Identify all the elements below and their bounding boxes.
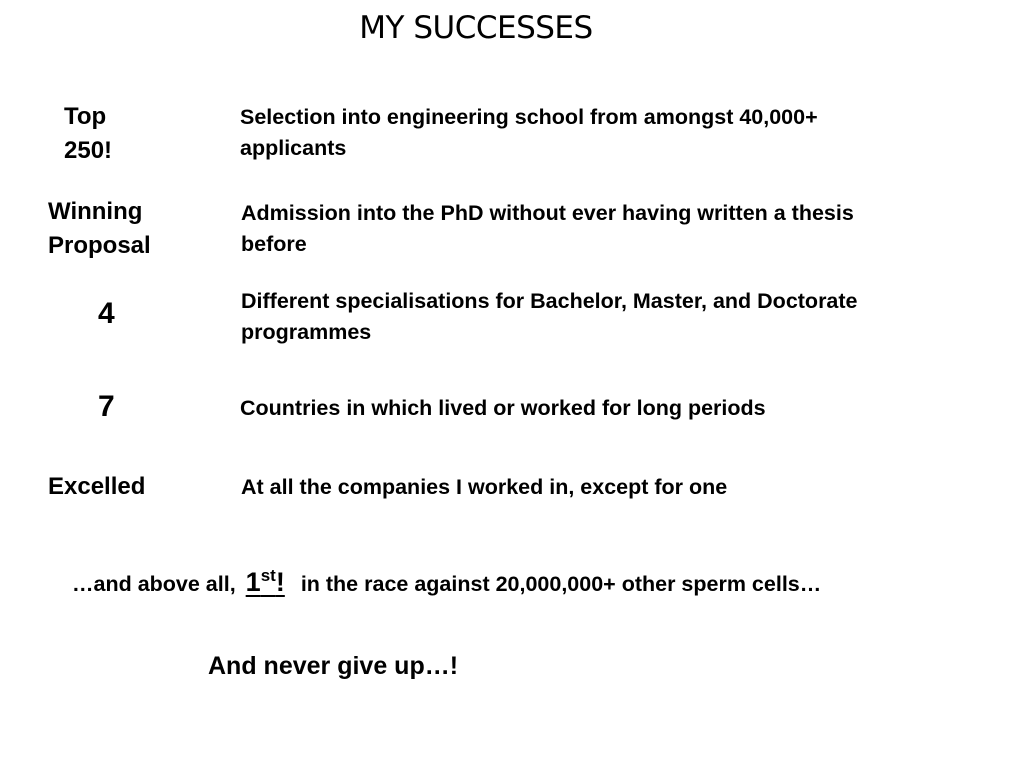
first-place-highlight [246, 566, 285, 598]
item-label-line: Proposal [48, 232, 151, 259]
item-label-winning-proposal [48, 195, 151, 263]
item-label-4: 4 [98, 297, 115, 330]
item-label-line: 250! [64, 137, 113, 164]
item-description: Countries in which lived or worked for long periods [240, 396, 766, 420]
item-label-line: Winning [48, 198, 143, 225]
slide-title: MY SUCCESSES [359, 10, 593, 46]
first-place-ordinal: st [260, 566, 276, 585]
first-place-number: 1 [245, 567, 261, 597]
item-description: At all the companies I worked in, except for one [241, 475, 728, 499]
finale-suffix: in the race against 20,000,000+ other sperm cells… [300, 572, 822, 596]
item-label-7: 7 [98, 390, 115, 423]
item-description: Different specialisations for Bachelor, Master, and Doctorate programmes [241, 289, 858, 344]
item-label-excelled: Excelled [48, 473, 146, 500]
first-place-exclamation: ! [275, 567, 285, 597]
finale-prefix: …and above all, [72, 572, 236, 596]
item-description: Admission into the PhD without ever having written a thesis before [241, 201, 854, 256]
item-description: Selection into engineering school from amongst 40,000+ applicants [240, 105, 818, 160]
finale-line [72, 566, 821, 598]
closing-line: And never give up…! [208, 652, 459, 680]
item-label-top-250 [64, 100, 112, 168]
item-label-line: Top [64, 103, 107, 130]
